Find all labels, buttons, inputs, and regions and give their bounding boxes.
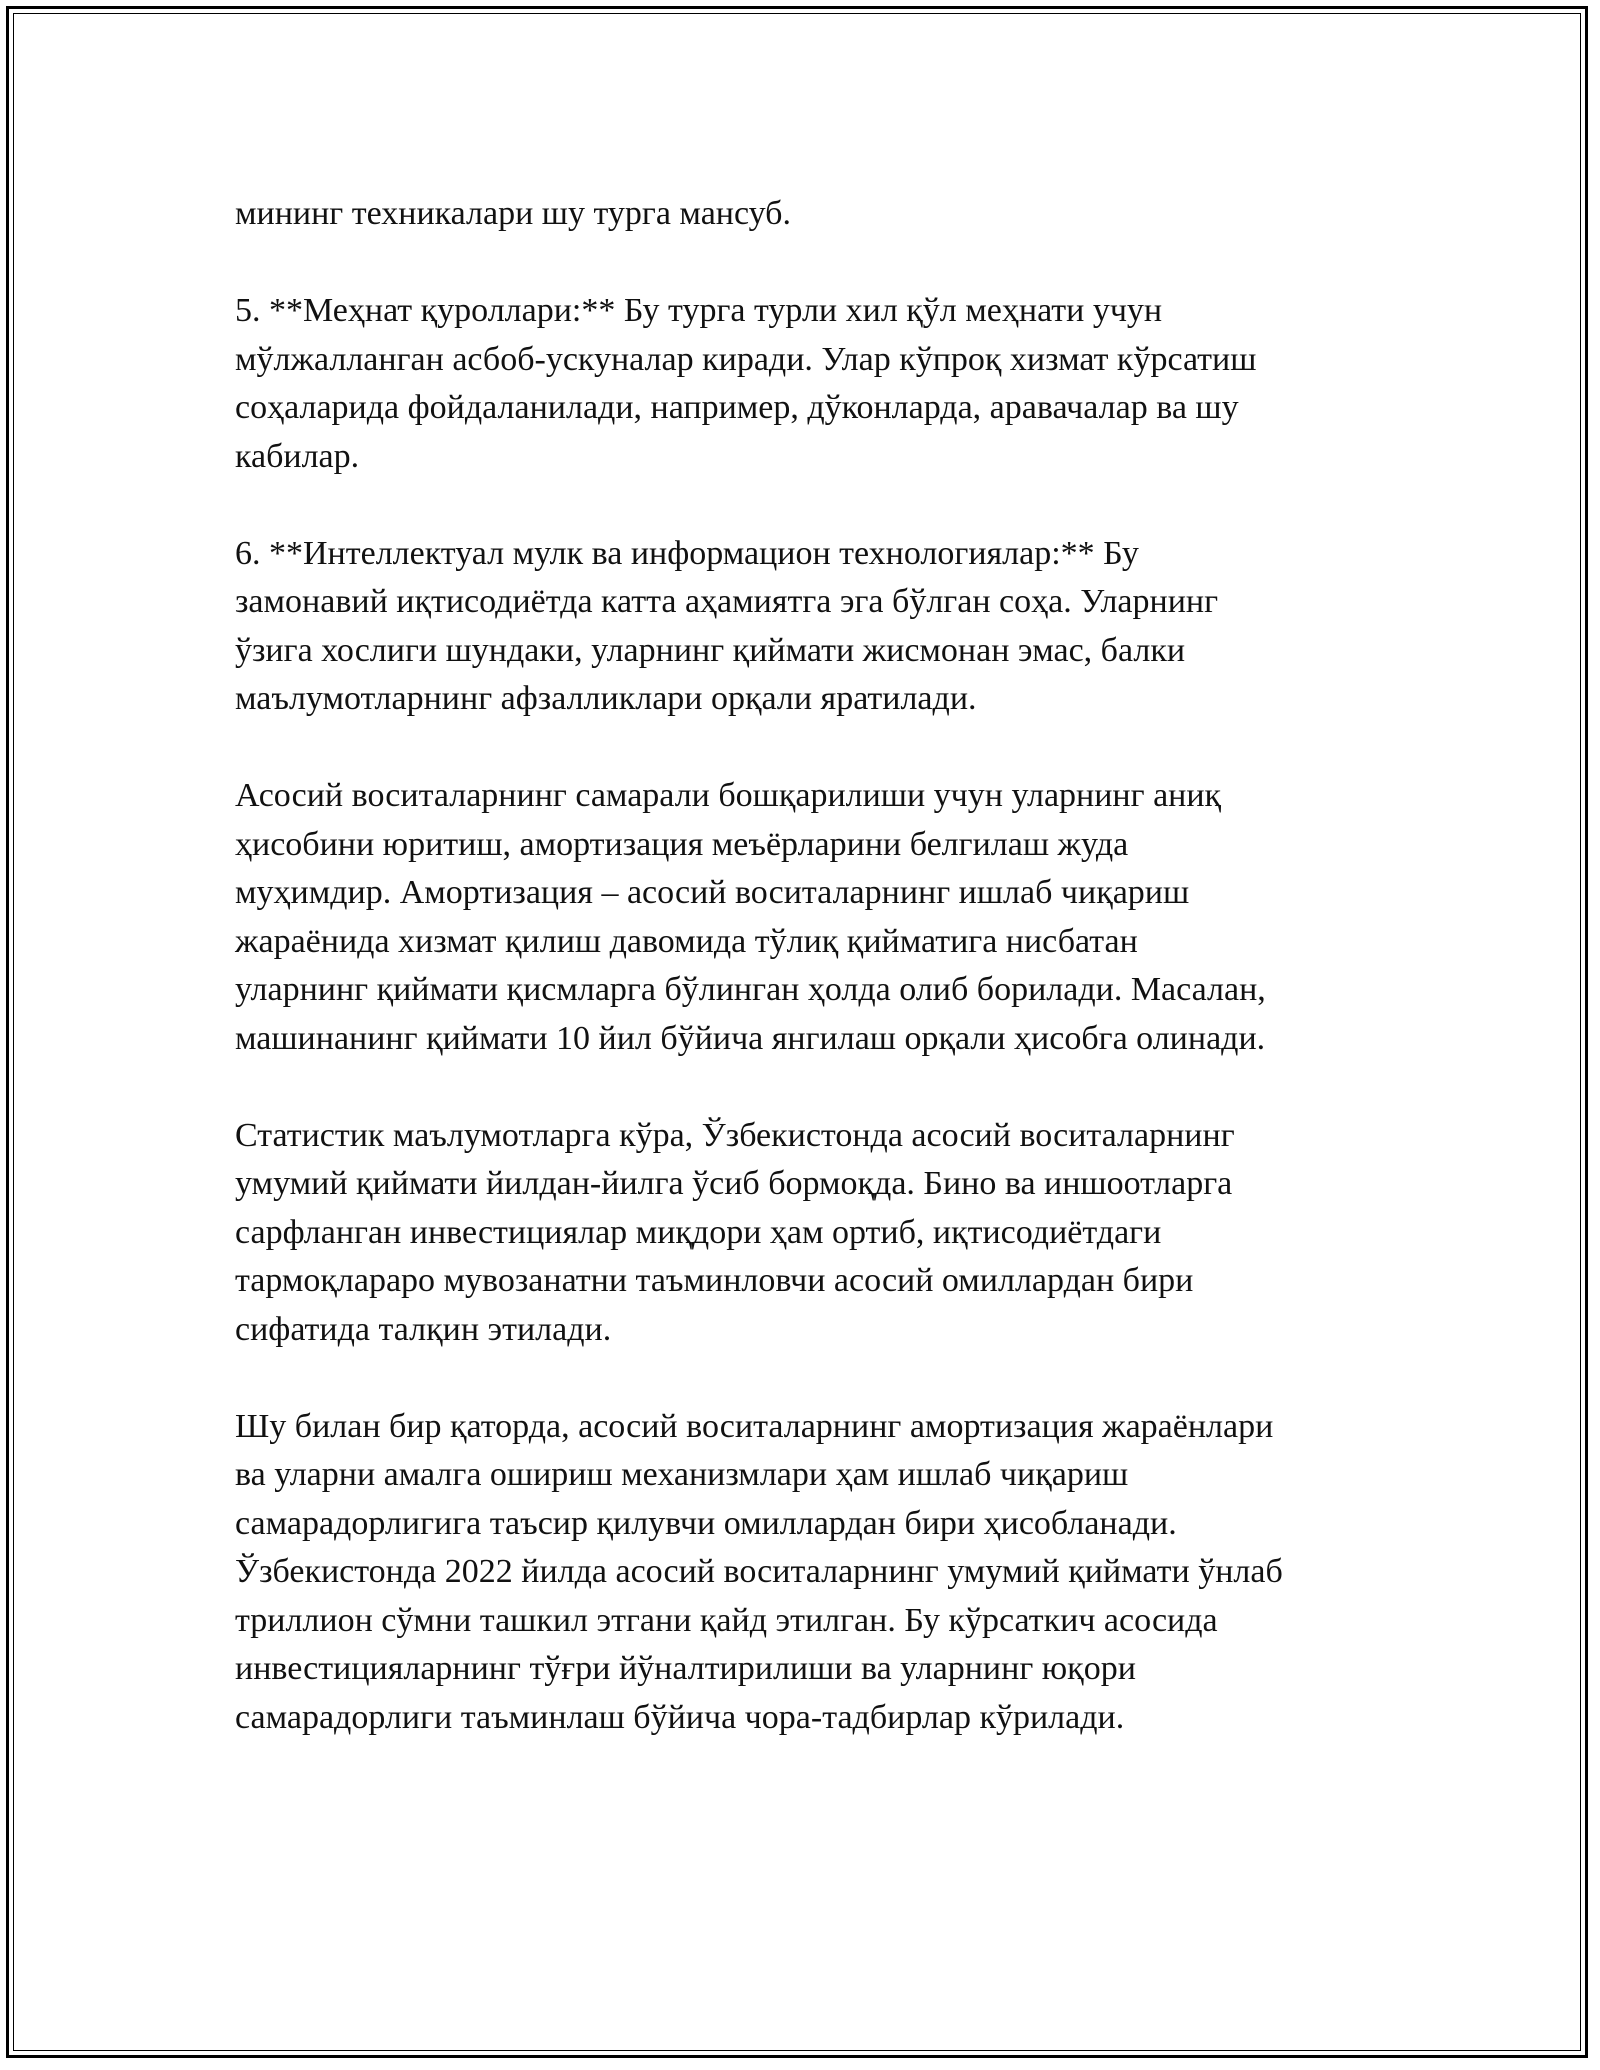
document-body — [235, 190, 1395, 1791]
paragraph-intellectual-property: 6. **Интеллектуал мулк ва информацион технологиялар:** Бу замонавий иқтисодиётда катта аҳамиятга эга бўлган соҳа. Уларнинг ўзига хослиги шундаки, уларнинг қиймати жисмонан эмас, балки маълумотларнинг афзалликлари орқали яратилади. — [235, 534, 1219, 717]
paragraph-depreciation: Асосий воситаларнинг самарали бошқарилиши учун уларнинг аниқ ҳисобини юритиш, амортизация меъёрларини белгилаш жуда муҳимдир. Амортизация – асосий воситаларнинг ишлаб чиқариш жараёнида хизмат қилиш давомида тўлиқ қийматига нисбатан уларнинг қиймати қисмларга бўлинган ҳолда олиб борилади. Масалан, машинанинг қиймати 10 йил бўйича янгилаш орқали ҳисобга олинади. — [235, 777, 1266, 1057]
paragraph-conclusion: Шу билан бир қаторда, асосий воситаларнинг амортизация жараёнлари ва уларни амалга ошириш механизмлари ҳам ишлаб чиқариш самарадорлигига таъсир қилувчи омиллардан бири ҳисобланади. Ўзбекистонда 2022 йилда асосий воситаларнинг умумий қиймати ўнлаб триллион сўмни ташкил этгани қайд этилган. Бу кўрсаткич асосида инвестицияларнинг тўғри йўналтирилиши ва уларнинг юқори самарадорлиги таъминлаш бўйича чора-тадбирлар кўрилади. — [235, 1407, 1283, 1736]
paragraph-continuation: мининг техникалари шу турга мансуб. — [235, 195, 791, 232]
paragraph-labor-tools: 5. **Меҳнат қуроллари:** Бу турга турли хил қўл меҳнати учун мўлжалланган асбоб-ускуналар киради. Улар кўпроқ хизмат кўрсатиш соҳаларида фойдаланилади, например, дўконларда, аравачалар ва шу кабилар. — [235, 292, 1257, 475]
paragraph-statistics: Статистик маълумотларга кўра, Ўзбекистонда асосий воситаларнинг умумий қиймати йилдан-йилга ўсиб бормоқда. Бино ва иншоотларга сарфланган инвестициялар миқдори ҳам ортиб, иқтисодиётдаги тармоқлараро мувозанатни таъминловчи асосий омиллардан бири сифатида талқин этилади. — [235, 1116, 1235, 1348]
